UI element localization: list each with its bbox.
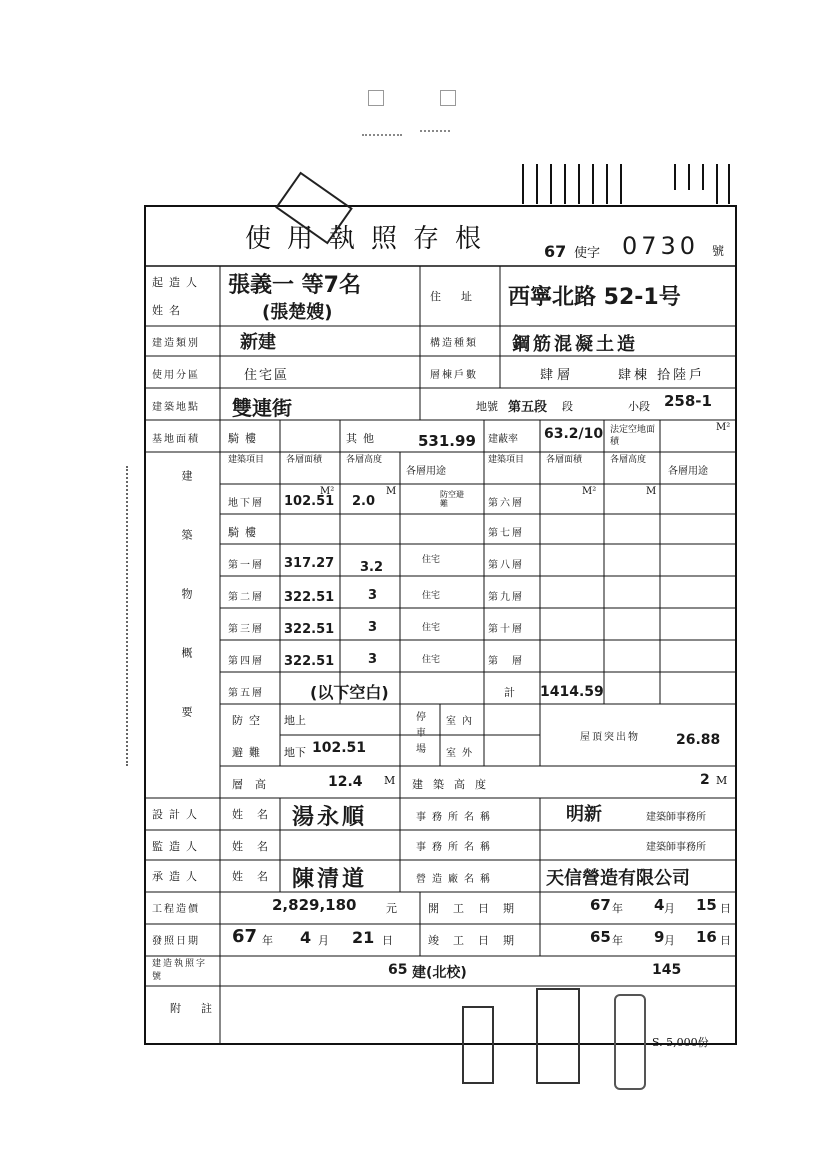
label-supervisor: 監造人 [152,840,203,853]
label-designer-name: 姓名 [232,808,282,821]
col-height-2: 各層高度 [610,455,647,465]
label-outdoor: 室外 [446,748,478,759]
label-contractor: 承造人 [152,870,203,883]
households: 肆棟 拾陸戶 [618,368,706,383]
label-coverage: 建蔽率 [488,434,518,445]
label-cost: 工程造價 [152,904,200,915]
cert-word: 使字 [574,246,601,261]
col-area-2: 各層面積 [546,455,583,465]
label-lot: 段 [562,400,573,413]
label-parking: 停車場 [416,712,426,755]
label-other: 其他 [346,432,380,445]
floors: 肆層 [540,368,575,383]
contractor-firm: 天信營造有限公司 [546,868,690,889]
label-land: 地號 [476,400,498,413]
build-type: 新建 [240,332,276,353]
label-roof: 屋頂突出物 [580,732,640,743]
unit-finish-year: 年 [612,934,623,947]
unit-issue-month: 月 [318,934,329,947]
cert-suffix: 號 [712,244,725,258]
label-building-summary: 建築物概要 [180,470,193,765]
official-seal-1 [462,1006,494,1084]
coverage: 63.2/10 [544,426,604,442]
label-storey-height: 層高 [232,778,278,791]
structure: 鋼筋混凝土造 [512,334,638,355]
f4-height: 3 [368,652,378,667]
issue-year: 67 [232,926,258,947]
license-number: 145 [652,962,682,978]
label-air-raid: 防空 [232,714,266,727]
finish-day: 16 [696,928,717,946]
col-use-1: 各層用途 [406,466,446,477]
label-legal-open: 法定空地面積 [610,425,656,447]
license-word: 建(北校) [412,965,467,981]
f2-area: 322.51 [284,590,335,605]
label-floors: 層棟戶數 [430,370,478,381]
official-seal-2 [536,988,580,1084]
issue-month: 4 [300,928,312,947]
label-name: 姓名 [152,304,186,317]
label-office-name: 事務所名稱 [416,812,496,823]
col-item-1: 建築項目 [228,455,265,465]
builder-name: 張義一 等7名 [228,273,361,298]
unit-m2: M² [582,486,597,497]
start-day: 15 [696,896,717,914]
label-site: 建築地點 [152,402,200,413]
f4-use: 住宅 [422,655,441,665]
cost: 2,829,180 [272,896,357,914]
label-supervisor-name: 姓名 [232,840,282,853]
cert-year: 67 [544,242,567,261]
row-f2: 第二層 [228,592,264,603]
label-finish-date: 竣工日期 [428,934,528,947]
label-use-zone: 使用分區 [152,370,200,381]
unit-finish-day: 日 [720,934,731,947]
label-builder: 起造人 [152,276,203,289]
start-month: 4 [654,896,665,914]
label-issue-date: 發照日期 [152,936,200,947]
unit-storey-height: M [384,774,396,787]
official-seal-3 [614,994,646,1090]
label-contractor-name: 姓名 [232,870,282,883]
row-f6: 第六層 [488,498,524,509]
row-arcade: 騎樓 [228,526,262,539]
unit-issue-day: 日 [382,934,393,947]
unit-legal-open: M² [716,422,731,433]
row-f4: 第四層 [228,656,264,667]
label-sub-lot: 小段 [628,400,650,413]
label-indoor: 室內 [446,716,478,727]
col-height-1: 各層高度 [346,455,383,465]
roof-height: 2 [700,772,710,788]
site-street: 雙連街 [232,396,292,420]
row-fn: 第 層 [488,656,524,667]
contractor-name: 陳清道 [292,867,368,892]
f1-use: 住宅 [422,555,441,565]
shelter-area: 102.51 [312,740,367,756]
site-lot: 第五段 [508,400,548,415]
unit-m2: M² [320,486,335,497]
cert-number: 0730 [622,232,700,260]
f2-height: 3 [368,588,378,603]
label-architect-office-2: 建築師事務所 [646,842,706,853]
label-supervisor-office: 事務所名稱 [416,842,496,853]
label-firm-name: 營造廠名稱 [416,874,496,885]
label-start-date: 開工日期 [428,902,528,915]
label-shelter: 避難 [232,746,266,759]
start-year: 67 [590,896,611,914]
print-note: S. 5,000份 [652,1036,709,1049]
col-item-2: 建築項目 [488,455,525,465]
builder-address: 西寧北路 52-1号 [508,285,681,310]
unit-finish-month: 月 [664,934,675,947]
f5-note: (以下空白) [310,683,389,702]
form-title: 使用執照存根 [245,224,498,254]
row-f5: 第五層 [228,688,264,699]
col-use-2: 各層用途 [668,466,708,477]
finish-month: 9 [654,928,665,946]
other-area: 531.99 [418,432,476,450]
f3-height: 3 [368,620,378,635]
designer-office: 明新 [566,804,602,825]
row-f3: 第三層 [228,624,264,635]
label-arcade: 騎樓 [228,432,262,445]
row-f7: 第七層 [488,528,524,539]
label-address: 住址 [430,290,492,303]
left-margin-notes [126,466,168,766]
label-build-type: 建造類別 [152,338,200,349]
f2-use: 住宅 [422,591,441,601]
f3-area: 322.51 [284,622,335,637]
f3-use: 住宅 [422,623,441,633]
roof-area: 26.88 [676,732,721,748]
total-area: 1414.59 [540,684,604,700]
label-land-area: 基地面積 [152,434,200,445]
row-f1: 第一層 [228,560,264,571]
issue-day: 21 [352,928,375,947]
label-designer: 設計人 [152,808,203,821]
label-license-no: 建造執照字號 [152,959,208,982]
unit-start-year: 年 [612,902,623,915]
unit-yuan: 元 [386,902,397,915]
unit-building-height: M [716,774,728,787]
basement-use: 防空避難 [440,490,464,508]
unit-start-month: 月 [664,902,675,915]
designer-name: 湯永順 [292,805,368,830]
row-basement: 地下層 [228,498,264,509]
unit-start-day: 日 [720,902,731,915]
unit-m: M [386,486,397,497]
label-architect-office: 建築師事務所 [646,812,706,823]
label-remarks: 附註 [170,1002,232,1015]
land-number: 258-1 [664,392,712,410]
unit-issue-year: 年 [262,934,273,947]
label-structure: 構造種類 [430,338,478,349]
row-f8: 第八層 [488,560,524,571]
label-underground: 地下 [284,746,306,759]
basement-height: 2.0 [352,494,376,509]
unit-m: M [646,486,657,497]
row-f9: 第九層 [488,592,524,603]
label-ground: 地上 [284,714,306,727]
basement-area: 102.51 [284,494,335,509]
f1-area: 317.27 [284,556,335,571]
label-building-height: 建築高度 [412,778,496,791]
license-year: 65 [388,962,408,978]
builder-name-2: (張楚嫂) [262,302,333,323]
f1-height: 3.2 [360,560,384,575]
storey-height: 12.4 [328,774,363,790]
use-zone: 住宅區 [244,368,290,383]
finish-year: 65 [590,928,611,946]
row-f10: 第十層 [488,624,524,635]
col-area-1: 各層面積 [286,455,323,465]
row-total: 計 [504,686,515,699]
f4-area: 322.51 [284,654,335,669]
